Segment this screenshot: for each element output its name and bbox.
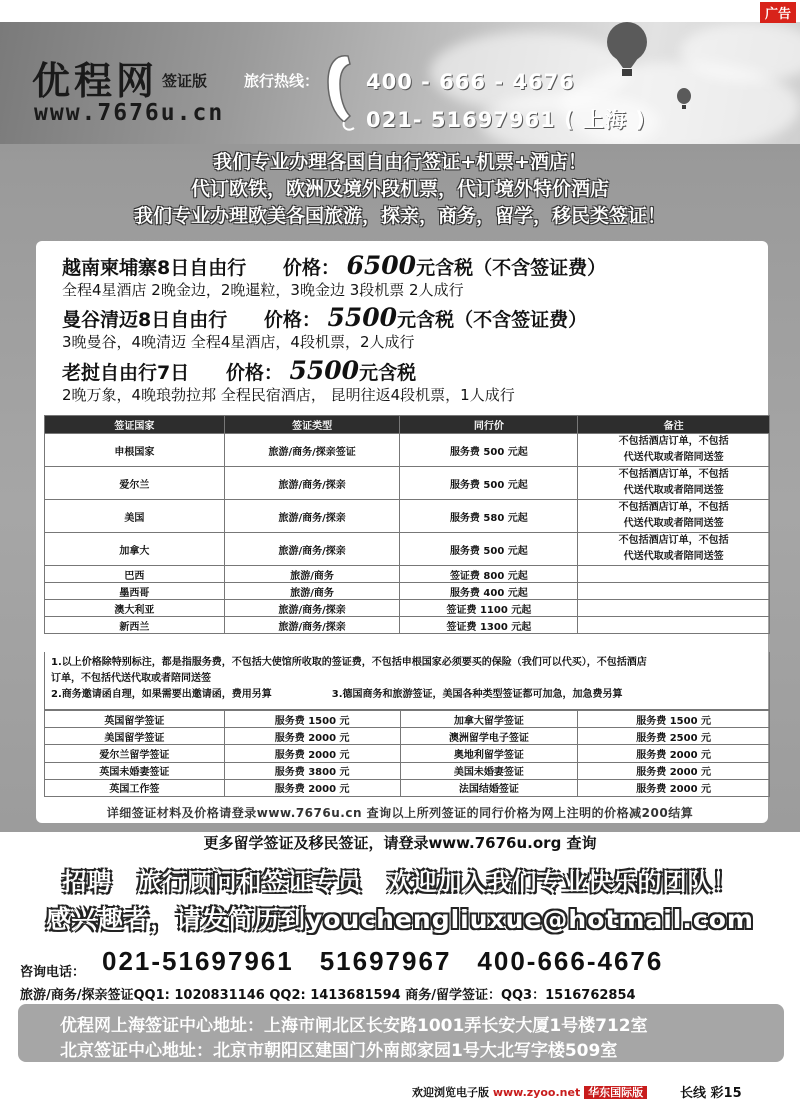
note-line: 代送代取或者陪同送签 — [623, 485, 724, 496]
trip-title-3 — [62, 356, 416, 385]
visa-type: 旅游/商务/探亲 — [224, 500, 400, 533]
table-row — [45, 566, 770, 583]
visa-country: 申根国家 — [45, 434, 225, 467]
visa-fee: 服务费 1500 元 — [578, 711, 770, 728]
table-header: 签证类型 — [224, 416, 400, 434]
visa-name: 美国未婚妻签证 — [400, 762, 578, 779]
tel-1[interactable]: 021-51697961 — [102, 946, 294, 976]
visa-price: 签证费 1100 元起 — [400, 600, 578, 617]
table-row — [45, 500, 770, 533]
visa-note — [578, 566, 770, 583]
tel-3[interactable]: 400-666-4676 — [477, 946, 664, 976]
hotline-label: 旅行热线： — [244, 72, 320, 90]
visa-country: 澳大利亚 — [45, 600, 225, 617]
note-line-3 — [51, 687, 763, 703]
visa-fee: 服务费 2000 元 — [578, 745, 770, 762]
visa-name: 英国工作签 — [45, 779, 225, 796]
slogan-2: 代订欧铁，欧洲及境外段机票，代订境外特价酒店 — [190, 178, 609, 200]
visa-note — [578, 467, 770, 500]
visa-type: 旅游/商务/探亲 — [224, 467, 400, 500]
visa-note — [578, 434, 770, 467]
visa-price: 签证费 800 元起 — [400, 566, 578, 583]
visa-fee: 服务费 2000 元 — [224, 779, 400, 796]
trip-price: 5500 — [327, 303, 398, 332]
balloon-icon — [604, 22, 650, 78]
price-unit: 元含税 — [359, 362, 417, 384]
address-shanghai: 优程网上海签证中心地址：上海市闸北区长安路1001弄长安大厦1号楼712室 — [60, 1016, 648, 1036]
footnote: 详细签证材料及价格请登录www.7676u.cn 查询以上所列签证的同行价格为网上注明的价格减200结算 — [106, 806, 694, 820]
study-visa-table — [44, 710, 770, 797]
note-line: 不包括酒店订单，不包括 — [618, 469, 729, 480]
visa-note — [578, 583, 770, 600]
visa-country: 新西兰 — [45, 617, 225, 634]
visa-type: 旅游/商务/探亲 — [224, 600, 400, 617]
price-unit: 元含税（不含签证费） — [397, 309, 588, 331]
recruit-title: 招聘 旅行顾问和签证专员 欢迎加入我们专业快乐的团队！ — [62, 868, 738, 896]
visa-fee: 服务费 2500 元 — [578, 728, 770, 745]
visa-price: 服务费 500 元起 — [400, 467, 578, 500]
visa-fee: 服务费 1500 元 — [224, 711, 400, 728]
note-line-2: 订单，不包括代送代取或者陪同送签 — [51, 673, 211, 684]
visa-name: 澳洲留学电子签证 — [400, 728, 578, 745]
note-line: 代送代取或者陪同送签 — [623, 551, 724, 562]
visa-fee: 服务费 2000 元 — [578, 779, 770, 796]
tel-numbers — [102, 946, 663, 977]
tel-2[interactable]: 51697967 — [319, 946, 452, 976]
hotline-2[interactable]: 021- 51697961 ( 上海 ) — [366, 108, 646, 132]
footer-edition: 华东国际版 — [584, 1086, 647, 1099]
hotline-1[interactable]: 400 - 666 - 4676 — [366, 70, 575, 94]
table-row — [45, 467, 770, 500]
visa-price-table — [44, 415, 770, 634]
footer — [412, 1084, 647, 1100]
visa-note — [578, 617, 770, 634]
price-label: 价格： — [263, 309, 321, 331]
phone-icon — [318, 52, 362, 132]
visa-price: 服务费 580 元起 — [400, 500, 578, 533]
visa-type: 旅游/商务/探亲 — [224, 617, 400, 634]
balloon-small-icon — [676, 88, 692, 110]
note-3: 3.德国商务和旅游签证，美国各种类型签证都可加急，加急费另算 — [331, 689, 623, 700]
price-label: 价格： — [225, 362, 283, 384]
visa-country: 巴西 — [45, 566, 225, 583]
visa-country: 加拿大 — [45, 533, 225, 566]
logo-url[interactable]: www.7676u.cn — [34, 100, 225, 126]
visa-country: 美国 — [45, 500, 225, 533]
visa-name: 美国留学签证 — [45, 728, 225, 745]
trip-name: 老挝自由行7日 — [62, 362, 190, 384]
address-beijing: 北京签证中心地址：北京市朝阳区建国门外南郎家园1号大北写字楼509室 — [60, 1041, 618, 1061]
trip-title-2 — [62, 303, 587, 332]
visa-price: 服务费 400 元起 — [400, 583, 578, 600]
slogan-3: 我们专业办理欧美各国旅游，探亲，商务，留学，移民类签证！ — [133, 205, 666, 227]
visa-fee: 服务费 2000 元 — [224, 745, 400, 762]
trip-price: 5500 — [289, 356, 360, 385]
visa-type: 旅游/商务/探亲 — [224, 533, 400, 566]
visa-note — [578, 600, 770, 617]
table-row — [45, 745, 770, 762]
table-row — [45, 762, 770, 779]
table-row — [45, 617, 770, 634]
visa-fee: 服务费 3800 元 — [224, 762, 400, 779]
visa-fee: 服务费 2000 元 — [578, 762, 770, 779]
note-line: 不包括酒店订单，不包括 — [618, 535, 729, 546]
more-info: 更多留学签证及移民签证，请登录www.7676u.org 查询 — [203, 834, 597, 852]
visa-note — [578, 500, 770, 533]
footer-site[interactable]: www.zyoo.net — [492, 1086, 581, 1099]
slogan-1: 我们专业办理各国自由行签证+机票+酒店！ — [213, 151, 587, 173]
recruit-email[interactable]: 感兴趣者，请发简历到youchengliuxue@hotmail.com — [46, 905, 754, 934]
note-line-1: 1.以上价格除特别标注，都是指服务费，不包括大使馆所收取的签证费，不包括申根国家必须要买的保险（我们可以代买），不包括酒店 — [51, 657, 647, 668]
visa-price: 服务费 500 元起 — [400, 434, 578, 467]
visa-price: 服务费 500 元起 — [400, 533, 578, 566]
qq-line: 旅游/商务/探亲签证QQ1: 1020831146 QQ2: 1413681594 商务/留学签证：QQ3：1516762854 — [20, 988, 636, 1003]
table-header: 同行价 — [400, 416, 578, 434]
page-number: 长线 彩15 — [680, 1086, 742, 1100]
visa-type: 旅游/商务/探亲签证 — [224, 434, 400, 467]
footer-text: 欢迎浏览电子版 — [412, 1086, 489, 1099]
trip-title-1 — [62, 251, 606, 280]
table-header: 签证国家 — [45, 416, 225, 434]
trip-desc-2: 3晚曼谷，4晚清迈 全程4星酒店，4段机票，2人成行 — [62, 333, 415, 351]
visa-fee: 服务费 2000 元 — [224, 728, 400, 745]
trip-desc-1: 全程4星酒店 2晚金边，2晚暹粒，3晚金边 3段机票 2人成行 — [62, 281, 464, 299]
note-line: 代送代取或者陪同送签 — [623, 518, 724, 529]
table-row — [45, 533, 770, 566]
visa-price: 签证费 1300 元起 — [400, 617, 578, 634]
note-line: 代送代取或者陪同送签 — [623, 452, 724, 463]
visa-type: 旅游/商务 — [224, 583, 400, 600]
table-header: 备注 — [578, 416, 770, 434]
table-header-row — [45, 416, 770, 434]
visa-note — [578, 533, 770, 566]
logo: 优程网 — [32, 59, 159, 103]
visa-name: 法国结婚签证 — [400, 779, 578, 796]
table-row — [45, 711, 770, 728]
note-line: 不包括酒店订单，不包括 — [618, 436, 729, 447]
trip-desc-3: 2晚万象，4晚琅勃拉邦 全程民宿酒店， 昆明往返4段机票，1人成行 — [62, 386, 515, 404]
logo-sub: 签证版 — [162, 72, 208, 90]
ad-tag: 广告 — [760, 2, 796, 23]
visa-name: 奥地利留学签证 — [400, 745, 578, 762]
table-row — [45, 583, 770, 600]
table-row — [45, 600, 770, 617]
table-row — [45, 728, 770, 745]
visa-type: 旅游/商务 — [224, 566, 400, 583]
notes — [44, 652, 770, 710]
visa-country: 爱尔兰 — [45, 467, 225, 500]
visa-name: 加拿大留学签证 — [400, 711, 578, 728]
note-line: 不包括酒店订单，不包括 — [618, 502, 729, 513]
price-unit: 元含税（不含签证费） — [416, 257, 607, 279]
trip-name: 越南柬埔寨8日自由行 — [62, 257, 247, 279]
table-row — [45, 779, 770, 796]
visa-name: 英国留学签证 — [45, 711, 225, 728]
visa-name: 英国未婚妻签证 — [45, 762, 225, 779]
note-2: 2.商务邀请函自理，如果需要出邀请函，费用另算 — [51, 689, 272, 700]
price-label: 价格： — [282, 257, 340, 279]
trip-name: 曼谷清迈8日自由行 — [62, 309, 228, 331]
tel-label: 咨询电话： — [20, 965, 86, 980]
trip-price: 6500 — [346, 251, 417, 280]
visa-name: 爱尔兰留学签证 — [45, 745, 225, 762]
visa-country: 墨西哥 — [45, 583, 225, 600]
table-row — [45, 434, 770, 467]
